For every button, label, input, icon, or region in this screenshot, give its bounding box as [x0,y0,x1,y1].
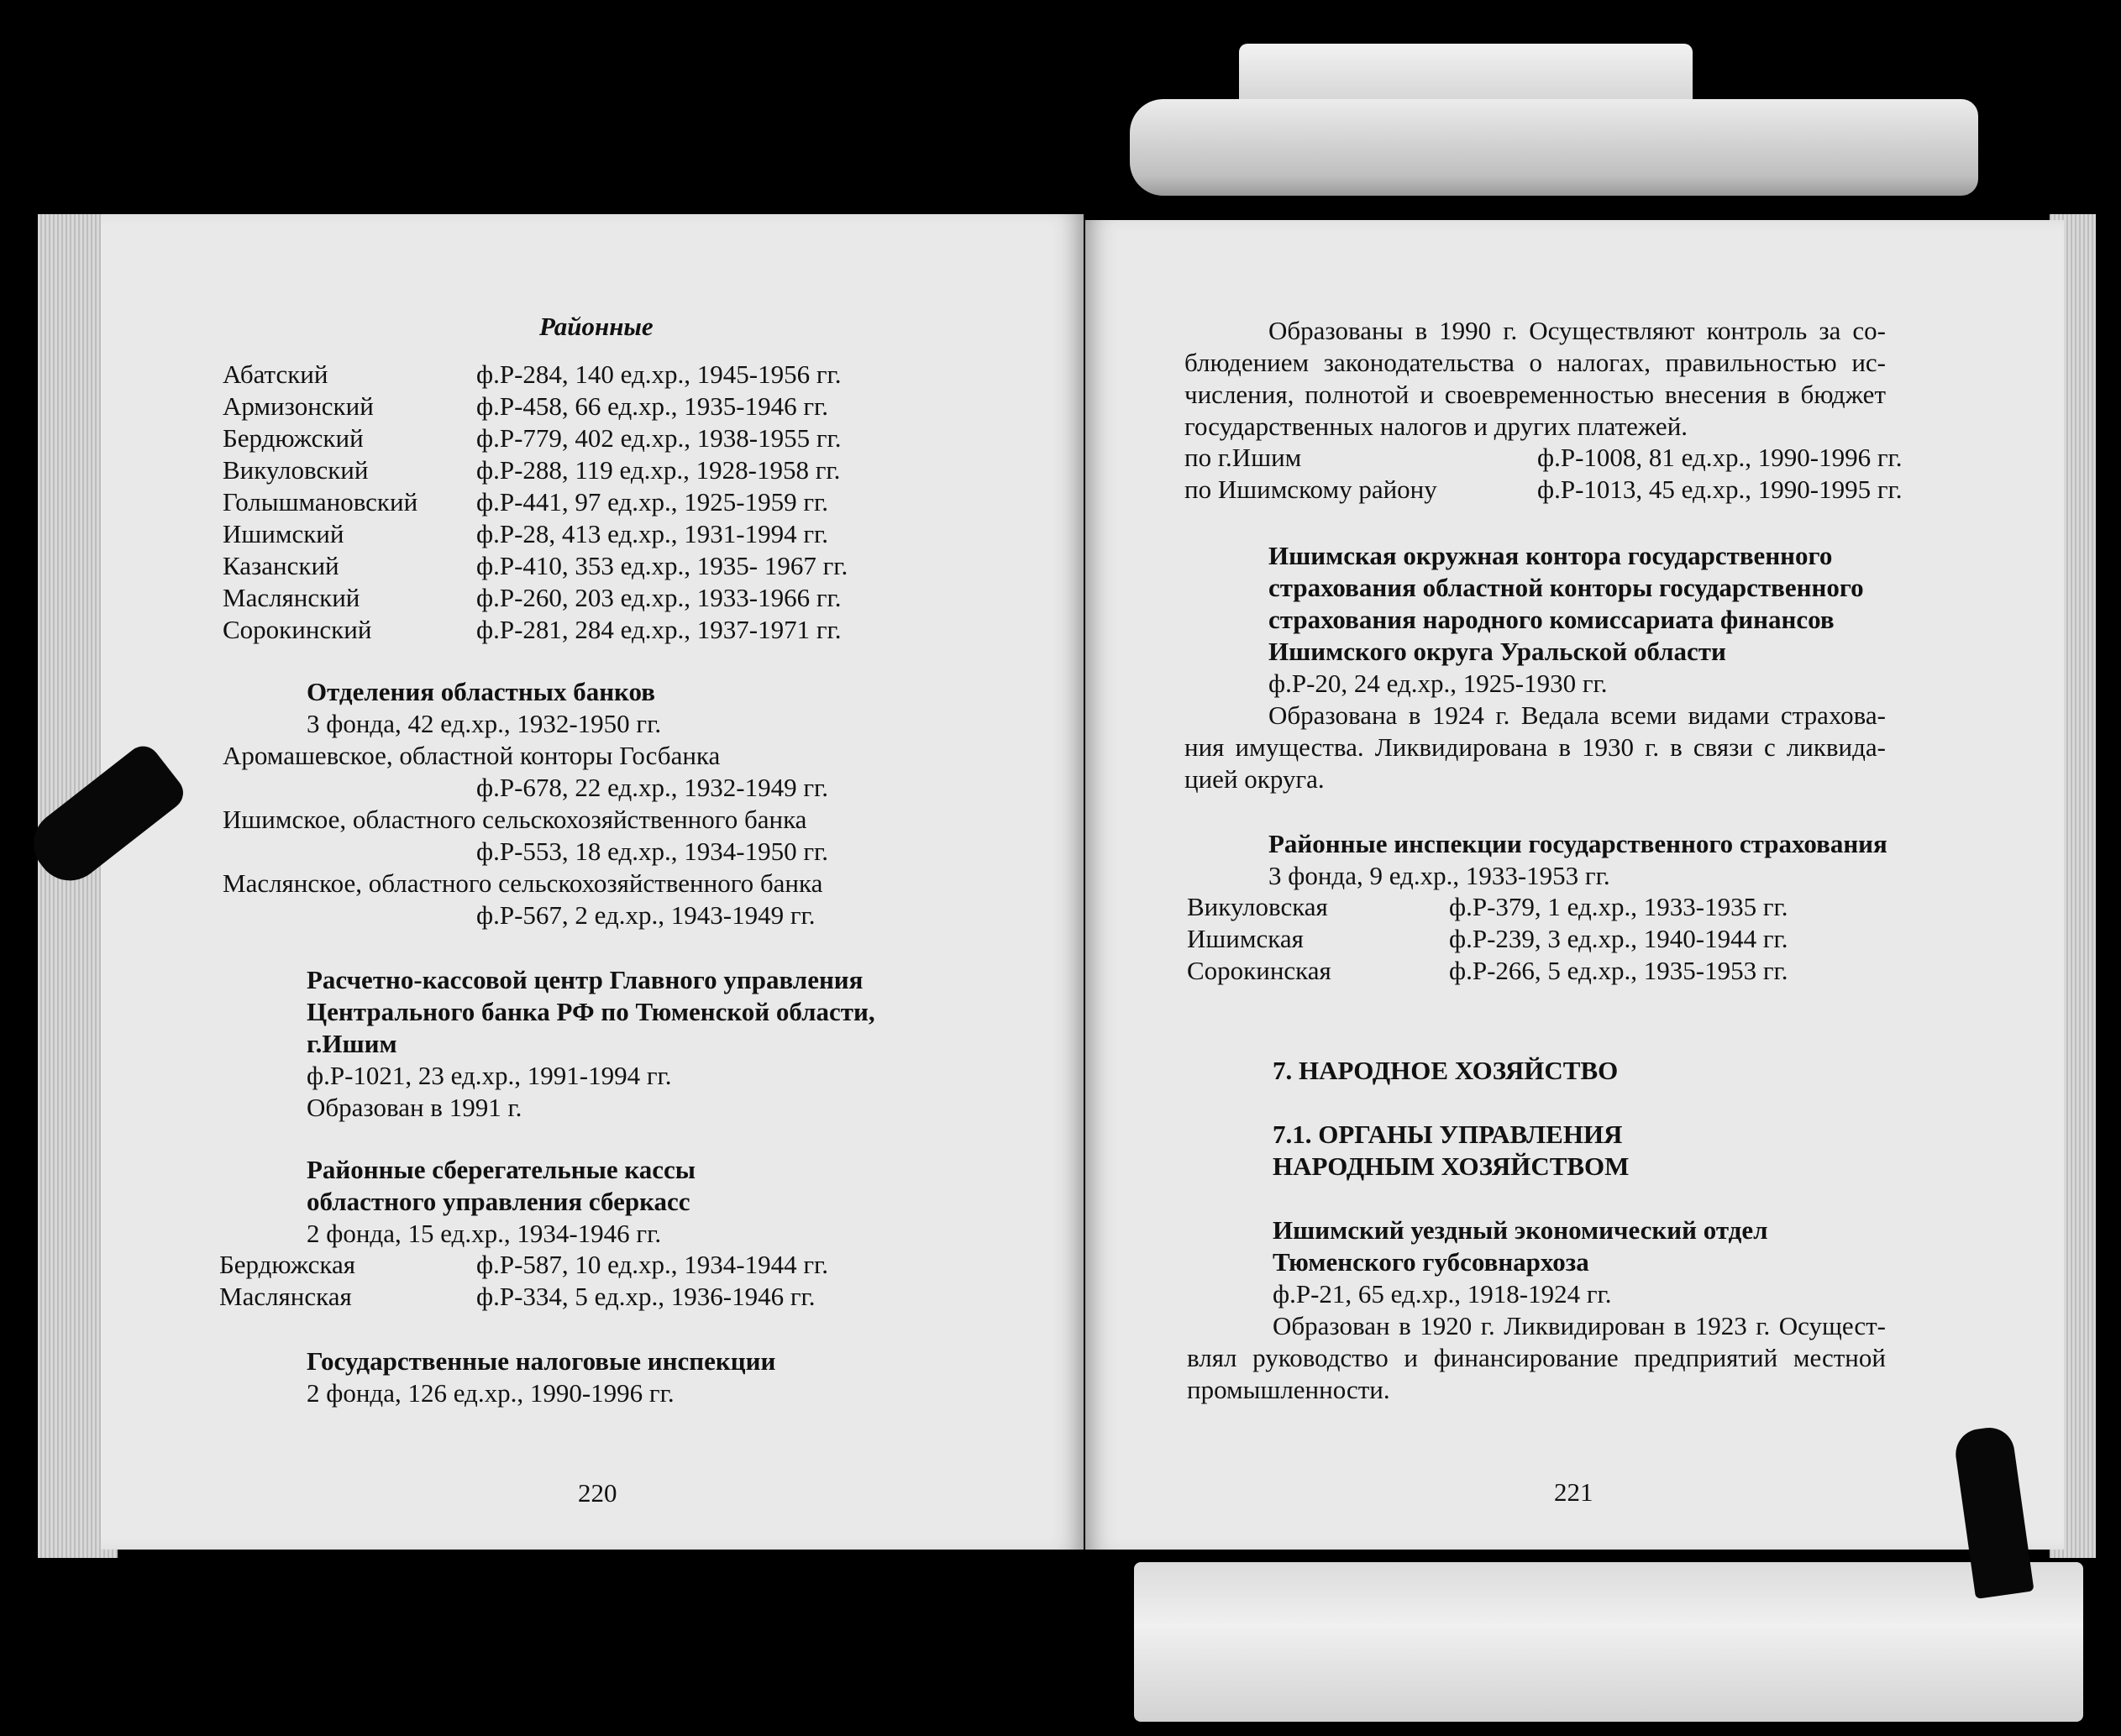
inspection-ref-1: ф.Р-239, 3 ед.хр., 1940-1944 гг. [1449,924,1788,953]
tax-para-line-2: числения, полнотой и своевременностью внесения в бюджет [1184,380,1886,409]
tax-summary: 2 фонда, 126 ед.хр., 1990-1996 гг. [307,1378,675,1408]
section-71-heading-line-2: НАРОДНЫМ ХОЗЯЙСТВОМ [1273,1151,1630,1181]
tax-para-line-0: Образованы в 1990 г. Осуществляют контроль за со- [1268,316,1886,345]
sber-ref-1: ф.Р-334, 5 ед.хр., 1936-1946 гг. [476,1282,816,1311]
econ-ref: ф.Р-21, 65 ед.хр., 1918-1924 гг. [1273,1279,1612,1309]
rayon-name-6: Казанский [223,551,339,580]
rayon-name-3: Викуловский [223,455,369,485]
rayon-name-2: Бердюжский [223,423,364,453]
bank-3-ref: ф.Р-567, 2 ед.хр., 1943-1949 гг. [476,900,816,930]
rayon-ref-6: ф.Р-410, 353 ед.хр., 1935- 1967 гг. [476,551,848,580]
banks-heading: Отделения областных банков [307,677,655,706]
insurance-heading-line-1: Ишимская окружная контора государственного [1268,541,1833,570]
econ-para-line-2: промышленности. [1187,1375,1390,1404]
inspection-ref-0: ф.Р-379, 1 ед.хр., 1933-1935 гг. [1449,892,1788,921]
rayon-name-7: Маслянский [223,583,360,612]
inspection-name-2: Сорокинская [1187,956,1331,985]
foam-packing-roll [1130,99,1978,196]
section-7-heading: 7. НАРОДНОЕ ХОЗЯЙСТВО [1273,1056,1619,1085]
rayon-ref-3: ф.Р-288, 119 ед.хр., 1928-1958 гг. [476,455,841,485]
sber-name-0: Бердюжская [219,1250,356,1279]
insurance-para-line-0: Образована в 1924 г. Ведала всеми видами страхова- [1268,700,1886,730]
rkc-heading-line-3: г.Ишим [307,1029,397,1058]
econ-para-line-1: влял руководство и финансирование предприятий местной [1187,1343,1886,1372]
bank-2-ref: ф.Р-553, 18 ед.хр., 1934-1950 гг. [476,837,829,866]
right-page [1085,220,2064,1550]
insurance-para-line-1: ния имущества. Ликвидирована в 1930 г. в связи с ликвида- [1184,732,1886,762]
inspection-name-1: Ишимская [1187,924,1304,953]
tax-name-1: по Ишимскому району [1184,475,1437,504]
sber-name-1: Маслянская [219,1282,352,1311]
tax-name-0: по г.Ишим [1184,443,1302,472]
insurance-heading-line-3: страхования народного комиссариата финансов [1268,605,1835,634]
rayon-name-5: Ишимский [223,519,344,548]
left-page [101,214,1084,1550]
tax-ref-1: ф.Р-1013, 45 ед.хр., 1990-1995 гг. [1537,475,1903,504]
insurance-ref: ф.Р-20, 24 ед.хр., 1925-1930 гг. [1268,669,1608,698]
rayon-ref-0: ф.Р-284, 140 ед.хр., 1945-1956 гг. [476,359,842,389]
inspections-heading: Районные инспекции государственного страхования [1268,829,1887,858]
rkc-heading-line-2: Центрального банка РФ по Тюменской области, [307,997,875,1026]
page-number-left: 220 [578,1478,617,1508]
page-number-right: 221 [1554,1477,1593,1507]
econ-heading-line-2: Тюменского губсовнархоза [1273,1247,1589,1277]
bank-1-ref: ф.Р-678, 22 ед.хр., 1932-1949 гг. [476,773,829,802]
tax-para-line-3: государственных налогов и других платежей. [1184,412,1688,441]
sber-heading-line-2: областного управления сберкасс [307,1187,690,1216]
bank-1-name: Аромашевское, областной конторы Госбанка [223,741,721,770]
insurance-heading-line-2: страхования областной конторы государственного [1268,573,1864,602]
inspection-name-0: Викуловская [1187,892,1328,921]
tax-ref-0: ф.Р-1008, 81 ед.хр., 1990-1996 гг. [1537,443,1903,472]
rkc-heading-line-1: Расчетно-кассовой центр Главного управления [307,965,864,994]
rayon-ref-2: ф.Р-779, 402 ед.хр., 1938-1955 гг. [476,423,842,453]
inspection-ref-2: ф.Р-266, 5 ед.хр., 1935-1953 гг. [1449,956,1788,985]
rkc-ref: ф.Р-1021, 23 ед.хр., 1991-1994 гг. [307,1061,672,1090]
heading-rayonnye: Районные [539,312,654,341]
tax-heading: Государственные налоговые инспекции [307,1346,776,1376]
rayon-ref-8: ф.Р-281, 284 ед.хр., 1937-1971 гг. [476,615,842,644]
rayon-name-8: Сорокинский [223,615,372,644]
rayon-ref-5: ф.Р-28, 413 ед.хр., 1931-1994 гг. [476,519,829,548]
bank-2-name: Ишимское, областного сельскохозяйственного банка [223,805,807,834]
banks-summary: 3 фонда, 42 ед.хр., 1932-1950 гг. [307,709,662,738]
econ-heading-line-1: Ишимский уездный экономический отдел [1273,1215,1768,1245]
econ-para-line-0: Образован в 1920 г. Ликвидирован в 1923 г. Осущест- [1273,1311,1886,1340]
rayon-ref-1: ф.Р-458, 66 ед.хр., 1935-1946 гг. [476,391,829,421]
rayon-ref-4: ф.Р-441, 97 ед.хр., 1925-1959 гг. [476,487,829,517]
inspections-summary: 3 фонда, 9 ед.хр., 1933-1953 гг. [1268,861,1610,890]
rayon-name-1: Армизонский [223,391,374,421]
rayon-ref-7: ф.Р-260, 203 ед.хр., 1933-1966 гг. [476,583,842,612]
bank-3-name: Маслянское, областного сельскохозяйственного банка [223,868,823,898]
rayon-name-4: Голышмановский [223,487,418,517]
sber-ref-0: ф.Р-587, 10 ед.хр., 1934-1944 гг. [476,1250,829,1279]
tax-para-line-1: блюдением законодательства о налогах, правильностью ис- [1184,348,1886,377]
section-71-heading-line-1: 7.1. ОРГАНЫ УПРАВЛЕНИЯ [1273,1120,1623,1149]
rkc-note: Образован в 1991 г. [307,1093,522,1122]
insurance-heading-line-4: Ишимского округа Уральской области [1268,637,1726,666]
sber-heading-line-1: Районные сберегательные кассы [307,1155,696,1184]
rayon-name-0: Абатский [223,359,328,389]
insurance-para-line-2: цией округа. [1184,764,1325,794]
foam-packing-bottom [1134,1562,2083,1722]
sber-summary: 2 фонда, 15 ед.хр., 1934-1946 гг. [307,1219,662,1248]
